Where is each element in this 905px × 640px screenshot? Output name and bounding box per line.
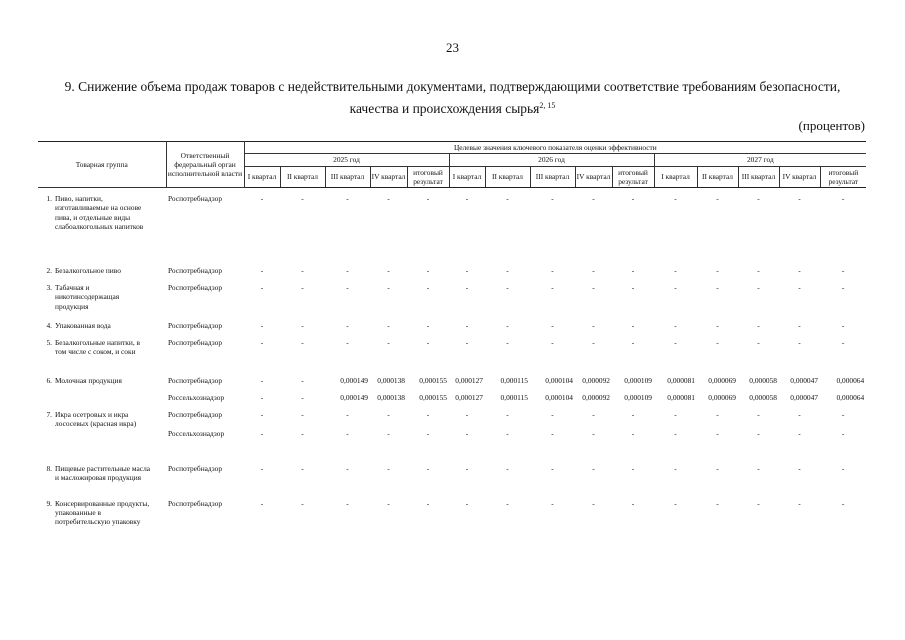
value-cell: -: [631, 338, 635, 348]
value-cell: 0,000047: [790, 376, 818, 386]
value-cell: -: [841, 338, 845, 348]
value-cell: -: [674, 266, 677, 276]
product-group-cell: [38, 464, 166, 499]
value-cell: -: [506, 428, 509, 438]
value-cell: -: [301, 498, 304, 508]
header-quarter: IV квартал: [779, 166, 820, 188]
value-cell: -: [426, 283, 430, 293]
value-cell: -: [798, 410, 801, 420]
value-cell: -: [301, 463, 304, 473]
value-cell: -: [465, 194, 469, 204]
value-cell: -: [301, 338, 304, 348]
value-cell: -: [592, 410, 595, 420]
value-cell: -: [426, 498, 430, 508]
product-group-name: Безалкогольные напитки, в том числе с соком, и соки: [55, 338, 141, 357]
value-cell: -: [798, 338, 801, 348]
value-cell: -: [387, 410, 390, 420]
value-cell: -: [387, 283, 390, 293]
header-quarter: IV квартал: [370, 166, 407, 188]
value-cell: -: [465, 283, 469, 293]
value-cell: -: [426, 321, 430, 331]
value-cell: 0,000138: [377, 393, 405, 403]
product-group-cell: [38, 338, 166, 376]
value-cell: -: [260, 428, 264, 438]
value-cell: -: [841, 194, 845, 204]
title-footnote: 2, 15: [539, 101, 556, 110]
value-cell: -: [301, 428, 304, 438]
value-cell: -: [426, 194, 430, 204]
value-cell: -: [506, 194, 509, 204]
value-cell: -: [757, 498, 760, 508]
table-row: [38, 321, 866, 338]
value-cell: -: [346, 194, 349, 204]
row-number: 5.: [46, 338, 52, 348]
value-cell: -: [506, 463, 509, 473]
value-cell: -: [301, 393, 304, 403]
table-row: [38, 499, 866, 543]
header-quarter: итоговый результат: [407, 166, 449, 188]
product-group-name: Молочная продукция: [55, 376, 122, 386]
value-cell: -: [465, 321, 469, 331]
value-cell: -: [426, 338, 430, 348]
value-cell: 0,000081: [667, 393, 695, 403]
value-cell: -: [841, 410, 845, 420]
table-row: [38, 194, 866, 266]
header-quarter: III квартал: [325, 166, 370, 188]
header-year-2025: 2025 год: [244, 154, 449, 166]
value-cell: -: [674, 498, 677, 508]
product-group-name: Безалкогольное пиво: [55, 266, 121, 276]
value-cell: 0,000069: [708, 376, 736, 386]
value-cell: -: [346, 266, 349, 276]
value-cell: -: [301, 283, 304, 293]
value-cell: -: [841, 266, 845, 276]
value-cell: -: [631, 498, 635, 508]
value-cell: 0,000092: [582, 376, 610, 386]
value-cell: -: [716, 194, 719, 204]
value-cell: -: [631, 283, 635, 293]
value-cell: -: [798, 428, 801, 438]
header-quarter: I квартал: [449, 166, 485, 188]
value-cell: -: [260, 321, 264, 331]
agency-cell: Роспотребнадзор: [168, 498, 223, 508]
value-cell: -: [674, 283, 677, 293]
value-cell: -: [506, 410, 509, 420]
value-cell: -: [465, 463, 469, 473]
value-cell: -: [551, 463, 554, 473]
value-cell: -: [716, 266, 719, 276]
agency-cell: Роспотребнадзор: [168, 338, 223, 348]
value-cell: -: [592, 498, 595, 508]
value-cell: -: [506, 338, 509, 348]
value-cell: -: [592, 463, 595, 473]
table-row: [38, 376, 866, 393]
value-cell: -: [506, 266, 509, 276]
value-cell: -: [631, 410, 635, 420]
value-cell: -: [592, 428, 595, 438]
value-cell: 0,000109: [624, 376, 652, 386]
value-cell: -: [757, 283, 760, 293]
value-cell: -: [798, 266, 801, 276]
value-cell: -: [798, 283, 801, 293]
page-number: 23: [446, 40, 459, 55]
header-quarter: I квартал: [654, 166, 697, 188]
value-cell: -: [757, 428, 760, 438]
value-cell: -: [631, 463, 635, 473]
product-group-cell: [38, 194, 166, 266]
value-cell: 0,000064: [836, 393, 865, 403]
value-cell: -: [592, 266, 595, 276]
value-cell: 0,000064: [836, 376, 865, 386]
value-cell: -: [551, 321, 554, 331]
value-cell: -: [551, 266, 554, 276]
value-cell: -: [260, 410, 264, 420]
value-cell: -: [260, 376, 264, 386]
product-group-cell: [38, 499, 166, 543]
value-cell: 0,000155: [419, 393, 447, 403]
row-number: 8.: [46, 463, 52, 473]
value-cell: 0,000155: [419, 376, 447, 386]
value-cell: -: [716, 428, 719, 438]
value-cell: -: [631, 194, 635, 204]
product-group-name: Упакованная вода: [55, 321, 111, 331]
value-cell: -: [757, 338, 760, 348]
value-cell: -: [551, 428, 554, 438]
title-text: 9. Снижение объема продаж товаров с недействительными документами, подтверждающими соответствие требованиям безопасности, качества и происхождения сырья: [64, 79, 841, 116]
header-year-2026: 2026 год: [449, 154, 654, 166]
value-cell: -: [716, 498, 719, 508]
header-target: Целевые значения ключевого показателя оценки эффективности: [244, 142, 866, 154]
value-cell: -: [551, 498, 554, 508]
header-quarter: итоговый результат: [612, 166, 654, 188]
value-cell: -: [426, 266, 430, 276]
header-quarter: IV квартал: [575, 166, 612, 188]
value-cell: -: [387, 194, 390, 204]
value-cell: -: [716, 463, 719, 473]
value-cell: -: [798, 194, 801, 204]
value-cell: 0,000138: [377, 376, 405, 386]
value-cell: -: [841, 498, 845, 508]
value-cell: 0,000104: [545, 393, 573, 403]
value-cell: -: [387, 428, 390, 438]
value-cell: -: [346, 463, 349, 473]
agency-cell: Роспотребнадзор: [168, 410, 223, 420]
row-number: 3.: [46, 283, 52, 293]
value-cell: -: [387, 498, 390, 508]
value-cell: -: [301, 194, 304, 204]
value-cell: -: [631, 266, 635, 276]
value-cell: -: [716, 338, 719, 348]
value-cell: -: [841, 463, 845, 473]
value-cell: -: [465, 338, 469, 348]
value-cell: 0,000149: [340, 376, 368, 386]
value-cell: -: [674, 321, 677, 331]
value-cell: -: [592, 321, 595, 331]
value-cell: 0,000069: [708, 393, 736, 403]
value-cell: -: [551, 283, 554, 293]
header-agency: Ответственный федеральный орган исполнительной власти: [166, 142, 244, 188]
value-cell: -: [346, 321, 349, 331]
product-group-name: Икра осетровых и икра лососевых (красная икра): [55, 410, 137, 429]
value-cell: -: [346, 283, 349, 293]
value-cell: 0,000058: [749, 376, 777, 386]
agency-cell: Роспотребнадзор: [168, 194, 223, 204]
value-cell: 0,000149: [340, 393, 368, 403]
value-cell: -: [631, 321, 635, 331]
row-number: 6.: [46, 376, 52, 386]
agency-cell: Россельхознадзор: [168, 428, 225, 438]
value-cell: -: [465, 428, 469, 438]
value-cell: -: [674, 338, 677, 348]
value-cell: -: [426, 428, 430, 438]
value-cell: 0,000058: [749, 393, 777, 403]
value-cell: -: [301, 321, 304, 331]
value-cell: -: [551, 338, 554, 348]
value-cell: 0,000081: [667, 376, 695, 386]
value-cell: 0,000115: [500, 393, 528, 403]
product-group-name: Консервированные продукты, упакованные в потребительскую упаковку: [55, 498, 150, 527]
value-cell: -: [346, 410, 349, 420]
product-group-cell: [38, 376, 166, 393]
value-cell: -: [260, 194, 264, 204]
document-title: [40, 77, 865, 118]
product-group-cell: [38, 266, 166, 283]
product-group-cell: [38, 393, 166, 410]
product-group-name: Табачная и никотинсодержащая продукция: [55, 283, 120, 311]
value-cell: -: [387, 338, 390, 348]
value-cell: -: [757, 463, 760, 473]
value-cell: -: [387, 266, 390, 276]
row-number: 1.: [46, 194, 52, 204]
value-cell: -: [426, 410, 430, 420]
value-cell: -: [346, 338, 349, 348]
table-row: [38, 338, 866, 376]
value-cell: -: [757, 194, 760, 204]
row-number: 7.: [46, 410, 52, 420]
value-cell: -: [465, 410, 469, 420]
value-cell: -: [260, 393, 264, 403]
row-number: 9.: [46, 498, 52, 508]
product-group-cell: [38, 429, 166, 464]
table-row: [38, 429, 866, 464]
table-row: [38, 410, 866, 429]
table-row: [38, 464, 866, 499]
header-quarter: II квартал: [280, 166, 325, 188]
value-cell: -: [551, 410, 554, 420]
header-quarter: II квартал: [485, 166, 530, 188]
value-cell: -: [716, 283, 719, 293]
value-cell: 0,000104: [545, 376, 573, 386]
value-cell: -: [260, 283, 264, 293]
agency-cell: Роспотребнадзор: [168, 321, 223, 331]
value-cell: -: [465, 498, 469, 508]
value-cell: 0,000127: [455, 393, 483, 403]
table-row: [38, 393, 866, 410]
value-cell: -: [592, 338, 595, 348]
value-cell: -: [798, 498, 801, 508]
product-group-cell: [38, 410, 166, 429]
value-cell: 0,000109: [624, 393, 652, 403]
value-cell: -: [506, 283, 509, 293]
product-group-name: Пиво, напитки, изготавливаемые на основе пива, и отдельные виды слабоалкогольных напитков: [55, 194, 144, 232]
value-cell: 0,000092: [582, 393, 610, 403]
value-cell: -: [465, 266, 469, 276]
value-cell: -: [260, 338, 264, 348]
table-row: [38, 266, 866, 283]
value-cell: -: [674, 410, 677, 420]
agency-cell: Россельхознадзор: [168, 393, 225, 403]
header-quarter: I квартал: [244, 166, 280, 188]
value-cell: -: [757, 266, 760, 276]
value-cell: 0,000047: [790, 393, 818, 403]
agency-cell: Роспотребнадзор: [168, 376, 223, 386]
value-cell: -: [757, 321, 760, 331]
header-quarter: III квартал: [530, 166, 575, 188]
value-cell: -: [506, 498, 509, 508]
agency-cell: Роспотребнадзор: [168, 463, 223, 473]
value-cell: 0,000115: [500, 376, 528, 386]
value-cell: -: [346, 498, 349, 508]
product-group-name: Пищевые растительные масла и масложировая продукция: [55, 463, 151, 483]
units-label: (процентов): [798, 118, 865, 133]
row-number: 4.: [46, 321, 52, 331]
product-group-cell: [38, 321, 166, 338]
value-cell: -: [506, 321, 509, 331]
header-quarter: III квартал: [738, 166, 779, 188]
value-cell: -: [631, 428, 635, 438]
value-cell: -: [841, 321, 845, 331]
value-cell: 0,000127: [455, 376, 483, 386]
value-cell: -: [757, 410, 760, 420]
value-cell: -: [841, 283, 845, 293]
value-cell: -: [841, 428, 845, 438]
value-cell: -: [798, 321, 801, 331]
value-cell: -: [592, 283, 595, 293]
value-cell: -: [674, 194, 677, 204]
value-cell: -: [674, 428, 677, 438]
value-cell: -: [716, 321, 719, 331]
value-cell: -: [260, 266, 264, 276]
value-cell: -: [592, 194, 595, 204]
value-cell: -: [387, 321, 390, 331]
value-cell: -: [551, 194, 554, 204]
value-cell: -: [260, 463, 264, 473]
agency-cell: Роспотребнадзор: [168, 283, 223, 293]
value-cell: -: [798, 463, 801, 473]
header-year-2027: 2027 год: [654, 154, 866, 166]
header-group: Товарная группа: [38, 142, 166, 188]
value-cell: -: [387, 463, 390, 473]
value-cell: -: [301, 410, 304, 420]
value-cell: -: [260, 498, 264, 508]
value-cell: -: [346, 428, 349, 438]
table-row: [38, 283, 866, 321]
value-cell: -: [301, 376, 304, 386]
header-quarter: итоговый результат: [820, 166, 866, 188]
row-number: 2.: [46, 266, 52, 276]
indicator-table: [38, 141, 866, 543]
value-cell: -: [674, 463, 677, 473]
value-cell: -: [301, 266, 304, 276]
header-quarter: II квартал: [697, 166, 738, 188]
value-cell: -: [716, 410, 719, 420]
product-group-cell: [38, 283, 166, 321]
agency-cell: Роспотребнадзор: [168, 266, 223, 276]
value-cell: -: [426, 463, 430, 473]
